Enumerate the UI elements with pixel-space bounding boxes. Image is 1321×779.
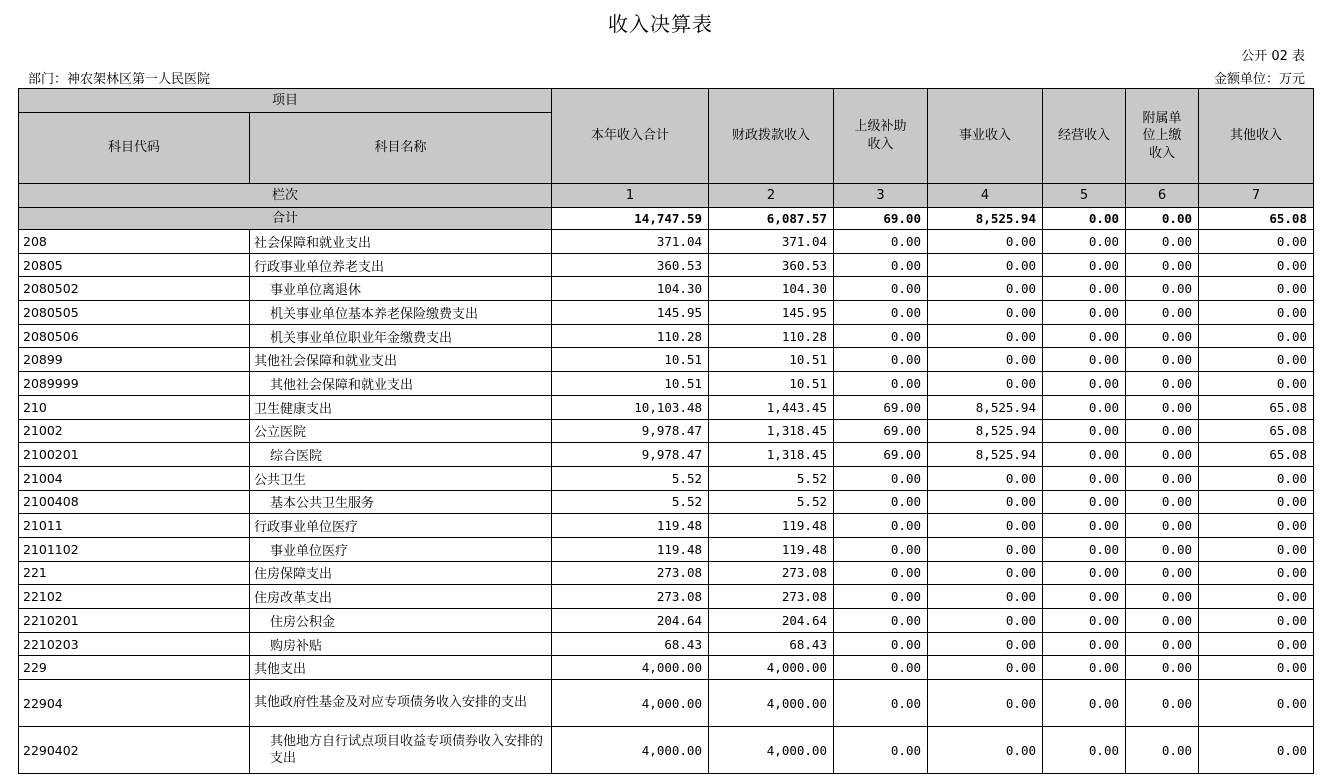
subject-code: 208 xyxy=(19,230,250,254)
subject-name: 行政事业单位养老支出 xyxy=(250,253,552,277)
table-row xyxy=(19,656,1314,680)
subject-code: 2080506 xyxy=(19,324,250,348)
amount-cell: 10.51 xyxy=(552,348,709,372)
amount-cell: 0.00 xyxy=(1199,253,1314,277)
amount-cell: 0.00 xyxy=(834,656,928,680)
amount-cell: 4,000.00 xyxy=(552,727,709,774)
subject-code: 22102 xyxy=(19,585,250,609)
col-header-7: 其他收入 xyxy=(1199,89,1314,184)
amount-cell: 0.00 xyxy=(1126,514,1199,538)
amount-cell: 0.00 xyxy=(1126,680,1199,727)
amount-cell: 4,000.00 xyxy=(552,656,709,680)
amount-cell: 0.00 xyxy=(1126,609,1199,633)
column-number: 6 xyxy=(1126,184,1199,208)
amount-cell: 0.00 xyxy=(1043,277,1126,301)
subject-name: 住房公积金 xyxy=(250,609,552,633)
amount-cell: 0.00 xyxy=(834,537,928,561)
subject-code: 221 xyxy=(19,561,250,585)
table-row xyxy=(19,230,1314,254)
column-number: 5 xyxy=(1043,184,1126,208)
amount-cell: 0.00 xyxy=(928,609,1043,633)
table-row xyxy=(19,419,1314,443)
amount-cell: 5.52 xyxy=(709,466,834,490)
amount-cell: 0.00 xyxy=(1126,395,1199,419)
amount-cell: 0.00 xyxy=(928,324,1043,348)
amount-cell: 145.95 xyxy=(709,301,834,325)
amount-cell: 0.00 xyxy=(1126,348,1199,372)
amount-cell: 0.00 xyxy=(1043,680,1126,727)
subject-code: 21002 xyxy=(19,419,250,443)
table-row xyxy=(19,585,1314,609)
subject-name: 公共卫生 xyxy=(250,466,552,490)
amount-cell: 10,103.48 xyxy=(552,395,709,419)
subject-code: 20899 xyxy=(19,348,250,372)
amount-cell: 0.00 xyxy=(1199,585,1314,609)
amount-cell: 0.00 xyxy=(1043,561,1126,585)
amount-cell: 0.00 xyxy=(834,490,928,514)
subject-code: 20805 xyxy=(19,253,250,277)
subject-name: 住房改革支出 xyxy=(250,585,552,609)
amount-cell: 1,318.45 xyxy=(709,419,834,443)
subject-name: 事业单位医疗 xyxy=(250,537,552,561)
amount-cell: 0.00 xyxy=(834,609,928,633)
subject-code: 210 xyxy=(19,395,250,419)
subject-name: 其他地方自行试点项目收益专项债券收入安排的支出 xyxy=(250,727,552,774)
amount-cell: 0.00 xyxy=(928,372,1043,396)
col-header-6: 附属单位上缴收入 xyxy=(1126,89,1199,184)
amount-cell: 0.00 xyxy=(1043,443,1126,467)
table-row xyxy=(19,514,1314,538)
amount-cell: 0.00 xyxy=(1126,443,1199,467)
amount-cell: 65.08 xyxy=(1199,443,1314,467)
column-number: 7 xyxy=(1199,184,1314,208)
total-value: 6,087.57 xyxy=(709,208,834,230)
amount-cell: 104.30 xyxy=(709,277,834,301)
subject-name: 行政事业单位医疗 xyxy=(250,514,552,538)
amount-cell: 0.00 xyxy=(1043,490,1126,514)
amount-cell: 5.52 xyxy=(552,466,709,490)
amount-cell: 0.00 xyxy=(834,324,928,348)
amount-cell: 360.53 xyxy=(709,253,834,277)
subject-code: 2210203 xyxy=(19,632,250,656)
table-row xyxy=(19,372,1314,396)
table-row xyxy=(19,727,1314,774)
amount-cell: 0.00 xyxy=(1126,585,1199,609)
amount-cell: 0.00 xyxy=(1043,656,1126,680)
amount-cell: 0.00 xyxy=(1126,230,1199,254)
col-header-4: 事业收入 xyxy=(928,89,1043,184)
amount-cell: 0.00 xyxy=(834,230,928,254)
total-value: 0.00 xyxy=(1126,208,1199,230)
amount-cell: 0.00 xyxy=(928,561,1043,585)
amount-cell: 0.00 xyxy=(1043,419,1126,443)
total-value: 8,525.94 xyxy=(928,208,1043,230)
amount-cell: 4,000.00 xyxy=(709,680,834,727)
table-row xyxy=(19,466,1314,490)
amount-cell: 4,000.00 xyxy=(552,680,709,727)
amount-cell: 5.52 xyxy=(552,490,709,514)
amount-cell: 0.00 xyxy=(1199,230,1314,254)
amount-cell: 0.00 xyxy=(1126,466,1199,490)
table-row xyxy=(19,680,1314,727)
column-number-label: 栏次 xyxy=(19,184,552,208)
amount-cell: 0.00 xyxy=(928,537,1043,561)
amount-cell: 8,525.94 xyxy=(928,443,1043,467)
subject-code: 2100201 xyxy=(19,443,250,467)
column-number: 2 xyxy=(709,184,834,208)
column-number: 4 xyxy=(928,184,1043,208)
amount-cell: 0.00 xyxy=(1199,680,1314,727)
amount-cell: 0.00 xyxy=(834,348,928,372)
amount-cell: 273.08 xyxy=(552,561,709,585)
amount-cell: 0.00 xyxy=(928,490,1043,514)
amount-cell: 4,000.00 xyxy=(709,656,834,680)
code-header: 科目代码 xyxy=(19,113,250,184)
table-row xyxy=(19,395,1314,419)
amount-cell: 69.00 xyxy=(834,443,928,467)
amount-cell: 0.00 xyxy=(1199,514,1314,538)
amount-cell: 0.00 xyxy=(834,727,928,774)
amount-cell: 0.00 xyxy=(928,585,1043,609)
amount-cell: 0.00 xyxy=(834,585,928,609)
income-table xyxy=(18,88,1314,774)
table-row xyxy=(19,632,1314,656)
amount-cell: 0.00 xyxy=(1126,277,1199,301)
table-row xyxy=(19,537,1314,561)
total-value: 69.00 xyxy=(834,208,928,230)
table-row xyxy=(19,348,1314,372)
subject-code: 22904 xyxy=(19,680,250,727)
subject-name: 综合医院 xyxy=(250,443,552,467)
total-label: 合计 xyxy=(19,208,552,230)
amount-cell: 0.00 xyxy=(1043,253,1126,277)
amount-cell: 0.00 xyxy=(834,372,928,396)
col-header-1: 本年收入合计 xyxy=(552,89,709,184)
amount-cell: 204.64 xyxy=(552,609,709,633)
amount-cell: 273.08 xyxy=(552,585,709,609)
amount-cell: 4,000.00 xyxy=(709,727,834,774)
amount-cell: 68.43 xyxy=(709,632,834,656)
subject-name: 基本公共卫生服务 xyxy=(250,490,552,514)
amount-cell: 104.30 xyxy=(552,277,709,301)
subject-code: 229 xyxy=(19,656,250,680)
amount-cell: 0.00 xyxy=(1199,348,1314,372)
amount-cell: 0.00 xyxy=(1126,419,1199,443)
amount-cell: 0.00 xyxy=(1199,490,1314,514)
amount-cell: 0.00 xyxy=(1199,727,1314,774)
amount-cell: 0.00 xyxy=(1126,253,1199,277)
amount-cell: 0.00 xyxy=(1126,324,1199,348)
amount-cell: 0.00 xyxy=(1043,348,1126,372)
table-row xyxy=(19,443,1314,467)
total-value: 65.08 xyxy=(1199,208,1314,230)
col-header-3: 上级补助收入 xyxy=(834,89,928,184)
amount-cell: 69.00 xyxy=(834,395,928,419)
amount-cell: 0.00 xyxy=(1126,537,1199,561)
amount-cell: 0.00 xyxy=(928,514,1043,538)
amount-cell: 360.53 xyxy=(552,253,709,277)
amount-cell: 0.00 xyxy=(1043,372,1126,396)
table-row xyxy=(19,324,1314,348)
amount-cell: 0.00 xyxy=(1126,301,1199,325)
table-row xyxy=(19,277,1314,301)
amount-cell: 371.04 xyxy=(709,230,834,254)
amount-cell: 68.43 xyxy=(552,632,709,656)
amount-cell: 0.00 xyxy=(1199,277,1314,301)
column-number: 3 xyxy=(834,184,928,208)
amount-cell: 0.00 xyxy=(1126,656,1199,680)
subject-name: 其他政府性基金及对应专项债务收入安排的支出 xyxy=(250,680,552,727)
department-label: 部门：神农架林区第一人民医院 xyxy=(28,72,211,87)
amount-cell: 0.00 xyxy=(1043,324,1126,348)
item-header: 项目 xyxy=(19,89,552,113)
amount-cell: 273.08 xyxy=(709,561,834,585)
amount-cell: 5.52 xyxy=(709,490,834,514)
amount-cell: 145.95 xyxy=(552,301,709,325)
table-row xyxy=(19,301,1314,325)
amount-cell: 0.00 xyxy=(1199,609,1314,633)
amount-cell: 0.00 xyxy=(1199,656,1314,680)
subject-code: 21004 xyxy=(19,466,250,490)
amount-cell: 0.00 xyxy=(1043,301,1126,325)
amount-cell: 0.00 xyxy=(834,466,928,490)
amount-cell: 0.00 xyxy=(1199,537,1314,561)
amount-cell: 0.00 xyxy=(834,632,928,656)
amount-cell: 0.00 xyxy=(1199,466,1314,490)
amount-cell: 0.00 xyxy=(1199,561,1314,585)
amount-cell: 65.08 xyxy=(1199,419,1314,443)
amount-cell: 0.00 xyxy=(1043,632,1126,656)
amount-cell: 65.08 xyxy=(1199,395,1314,419)
amount-cell: 0.00 xyxy=(1126,727,1199,774)
amount-cell: 0.00 xyxy=(928,277,1043,301)
amount-cell: 371.04 xyxy=(552,230,709,254)
amount-cell: 0.00 xyxy=(834,514,928,538)
amount-cell: 8,525.94 xyxy=(928,419,1043,443)
amount-cell: 0.00 xyxy=(1199,632,1314,656)
amount-cell: 0.00 xyxy=(1199,372,1314,396)
subject-code: 2080502 xyxy=(19,277,250,301)
table-row xyxy=(19,609,1314,633)
amount-cell: 119.48 xyxy=(709,514,834,538)
subject-name: 机关事业单位职业年金缴费支出 xyxy=(250,324,552,348)
subject-name: 其他社会保障和就业支出 xyxy=(250,372,552,396)
amount-cell: 0.00 xyxy=(1043,230,1126,254)
amount-cell: 1,443.45 xyxy=(709,395,834,419)
subject-name: 其他社会保障和就业支出 xyxy=(250,348,552,372)
amount-cell: 0.00 xyxy=(928,680,1043,727)
amount-cell: 10.51 xyxy=(709,348,834,372)
subject-code: 2089999 xyxy=(19,372,250,396)
subject-code: 2100408 xyxy=(19,490,250,514)
amount-cell: 204.64 xyxy=(709,609,834,633)
subject-name: 机关事业单位基本养老保险缴费支出 xyxy=(250,301,552,325)
amount-cell: 0.00 xyxy=(834,561,928,585)
amount-cell: 0.00 xyxy=(1043,466,1126,490)
report-title: 收入决算表 xyxy=(608,12,713,36)
subject-name: 住房保障支出 xyxy=(250,561,552,585)
amount-cell: 1,318.45 xyxy=(709,443,834,467)
amount-cell: 0.00 xyxy=(834,680,928,727)
amount-cell: 0.00 xyxy=(1126,372,1199,396)
amount-cell: 273.08 xyxy=(709,585,834,609)
amount-cell: 119.48 xyxy=(552,514,709,538)
amount-cell: 0.00 xyxy=(834,253,928,277)
col-header-5: 经营收入 xyxy=(1043,89,1126,184)
table-row xyxy=(19,253,1314,277)
amount-cell: 0.00 xyxy=(928,301,1043,325)
amount-cell: 8,525.94 xyxy=(928,395,1043,419)
amount-cell: 0.00 xyxy=(928,348,1043,372)
amount-cell: 9,978.47 xyxy=(552,443,709,467)
amount-cell: 10.51 xyxy=(552,372,709,396)
name-header: 科目名称 xyxy=(250,113,552,184)
amount-cell: 0.00 xyxy=(1043,609,1126,633)
amount-cell: 0.00 xyxy=(1126,561,1199,585)
subject-code: 2080505 xyxy=(19,301,250,325)
total-value: 0.00 xyxy=(1043,208,1126,230)
subject-name: 其他支出 xyxy=(250,656,552,680)
amount-cell: 0.00 xyxy=(1043,537,1126,561)
subject-name: 购房补贴 xyxy=(250,632,552,656)
subject-name: 卫生健康支出 xyxy=(250,395,552,419)
amount-cell: 0.00 xyxy=(1126,632,1199,656)
amount-unit-label: 金额单位：万元 xyxy=(1213,72,1305,87)
col-header-2: 财政拨款收入 xyxy=(709,89,834,184)
amount-cell: 0.00 xyxy=(1126,490,1199,514)
amount-cell: 0.00 xyxy=(834,301,928,325)
amount-cell: 69.00 xyxy=(834,419,928,443)
amount-cell: 0.00 xyxy=(928,230,1043,254)
subject-name: 公立医院 xyxy=(250,419,552,443)
amount-cell: 0.00 xyxy=(928,656,1043,680)
amount-cell: 0.00 xyxy=(928,727,1043,774)
amount-cell: 0.00 xyxy=(1043,585,1126,609)
amount-cell: 110.28 xyxy=(552,324,709,348)
table-row xyxy=(19,561,1314,585)
amount-cell: 0.00 xyxy=(928,466,1043,490)
amount-cell: 0.00 xyxy=(1199,324,1314,348)
column-number: 1 xyxy=(552,184,709,208)
amount-cell: 0.00 xyxy=(1043,727,1126,774)
subject-code: 21011 xyxy=(19,514,250,538)
amount-cell: 119.48 xyxy=(552,537,709,561)
total-value: 14,747.59 xyxy=(552,208,709,230)
amount-cell: 0.00 xyxy=(1043,395,1126,419)
amount-cell: 9,978.47 xyxy=(552,419,709,443)
amount-cell: 0.00 xyxy=(928,253,1043,277)
amount-cell: 0.00 xyxy=(1199,301,1314,325)
amount-cell: 110.28 xyxy=(709,324,834,348)
subject-name: 事业单位离退休 xyxy=(250,277,552,301)
subject-code: 2101102 xyxy=(19,537,250,561)
amount-cell: 119.48 xyxy=(709,537,834,561)
amount-cell: 0.00 xyxy=(1043,514,1126,538)
amount-cell: 0.00 xyxy=(928,632,1043,656)
form-number: 公开 02 表 xyxy=(1241,49,1305,64)
amount-cell: 10.51 xyxy=(709,372,834,396)
subject-code: 2290402 xyxy=(19,727,250,774)
subject-name: 社会保障和就业支出 xyxy=(250,230,552,254)
amount-cell: 0.00 xyxy=(834,277,928,301)
subject-code: 2210201 xyxy=(19,609,250,633)
table-row xyxy=(19,490,1314,514)
